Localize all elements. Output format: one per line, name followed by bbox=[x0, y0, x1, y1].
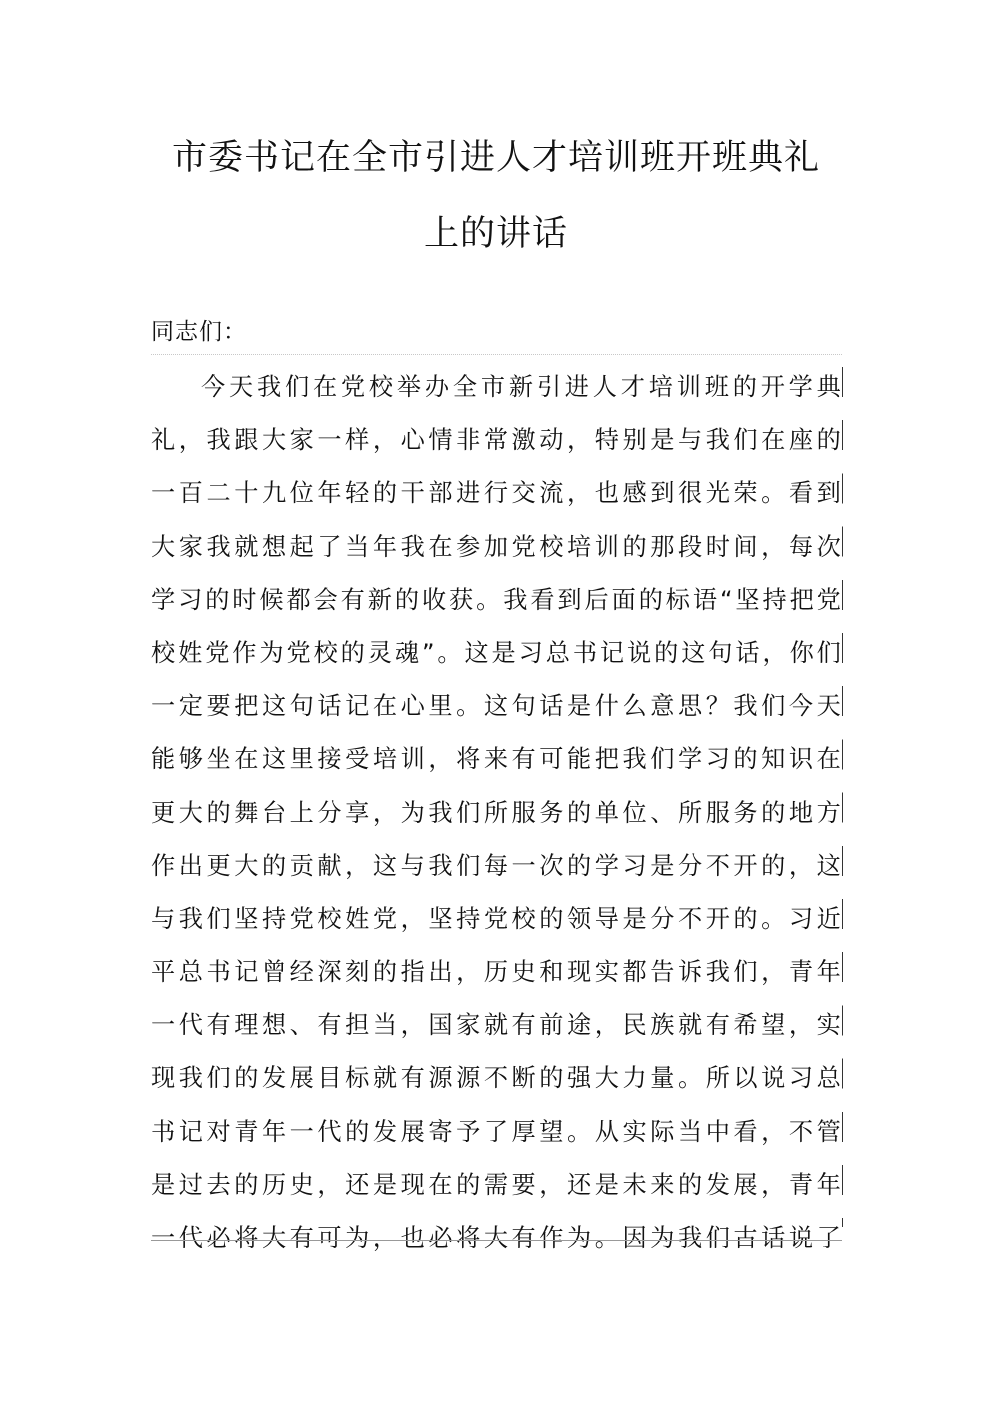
right-margin-marks bbox=[842, 367, 843, 1227]
paragraph-line: 大 家 我 就 想 起 了 当 年 我 在 参 加 党 校 培 训 的 那 段 时 间 ， 每 次 bbox=[151, 532, 841, 561]
paragraph-line: 平 总 书 记 曾 经 深 刻 的 指 出 ， 历 史 和 现 实 都 告 诉 我 们 ， 青 年 bbox=[151, 958, 841, 987]
paragraph-line: 一 百 二 十 九 位 年 轻 的 干 部 进 行 交 流 ， 也 感 到 很 光 荣 。 看 到 bbox=[151, 479, 841, 508]
document-title-line-1: 市委书记在全市引进人才培训班开班典礼 bbox=[171, 138, 820, 178]
paragraph-line: 一 定 要 把 这 句 话 记 在 心 里 。 这 句 话 是 什 么 意 思 ？ 我 们 今 天 bbox=[151, 692, 841, 721]
speech-body bbox=[151, 367, 841, 1271]
paragraph-line: 作 出 更 大 的 贡 献 ， 这 与 我 们 每 一 次 的 学 习 是 分 不 开 的 ， 这 bbox=[151, 851, 841, 880]
salutation: 同志们： bbox=[151, 319, 247, 345]
paragraph-line: 今 天 我 们 在 党 校 举 办 全 市 新 引 进 人 才 培 训 班 的 开 学 典 bbox=[201, 373, 841, 401]
paragraph-line: 书 记 对 青 年 一 代 的 发 展 寄 予 了 厚 望 。 从 实 际 当 中 看 ， 不 管 bbox=[151, 1117, 841, 1146]
paragraph-line: 能 够 坐 在 这 里 接 受 培 训 ， 将 来 有 可 能 把 我 们 学 习 的 知 识 在 bbox=[151, 745, 841, 774]
paragraph-line: 一 代 有 理 想 、 有 担 当 ， 国 家 就 有 前 途 ， 民 族 就 有 希 望 ， 实 bbox=[151, 1011, 841, 1040]
bottom-divider bbox=[151, 1240, 842, 1241]
paragraph-line: 是 过 去 的 历 史 ， 还 是 现 在 的 需 要 ， 还 是 未 来 的 发 展 ， 青 年 bbox=[151, 1170, 841, 1199]
dotted-divider bbox=[151, 354, 842, 355]
paragraph-line: 一 代 必 将 大 有 可 为 ， 也 必 将 大 有 作 为 。 因 为 我 们 古 话 说 了 bbox=[151, 1224, 841, 1252]
paragraph-line: 现 我 们 的 发 展 目 标 就 有 源 源 不 断 的 强 大 力 量 。 所 以 说 习 总 bbox=[151, 1064, 841, 1093]
paragraph-line: 更 大 的 舞 台 上 分 享 ， 为 我 们 所 服 务 的 单 位 、 所 服 务 的 地 方 bbox=[151, 798, 841, 827]
paragraph-line: 与 我 们 坚 持 党 校 姓 党 ， 坚 持 党 校 的 领 导 是 分 不 开 的 。 习 近 bbox=[151, 904, 841, 933]
paragraph-line: 校 姓 党 作 为 党 校 的 灵 魂 ” 。 这 是 习 总 书 记 说 的 这 句 话 ， 你 们 bbox=[151, 638, 841, 667]
paragraph-line: 礼 ， 我 跟 大 家 一 样 ， 心 情 非 常 激 动 ， 特 别 是 与 我 们 在 座 的 bbox=[151, 426, 841, 455]
document-title-line-2: 上的讲话 bbox=[423, 214, 568, 254]
paragraph-line: 学 习 的 时 候 都 会 有 新 的 收 获 。 我 看 到 后 面 的 标 语 “ 坚 持 把 党 bbox=[151, 585, 841, 614]
